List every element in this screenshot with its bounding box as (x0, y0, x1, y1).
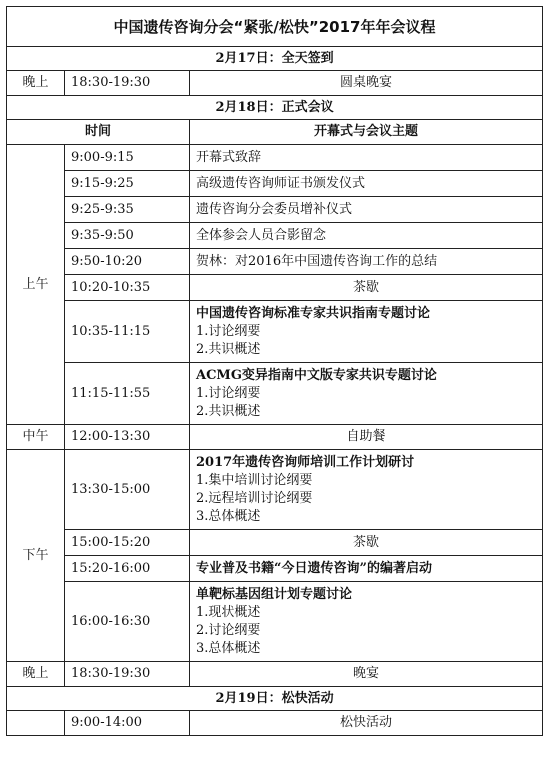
session-item: 2.共识概述 (196, 341, 261, 357)
day-header-row (7, 47, 543, 71)
schedule-row (7, 363, 543, 425)
time-cell: 15:00-15:20 (65, 530, 190, 556)
period-label: 晚上 (7, 662, 65, 687)
event-cell: 茶歇 (190, 530, 543, 556)
session-title: 2017年遗传咨询师培训工作计划研讨 (196, 454, 415, 470)
session-item: 1.现状概述 (196, 604, 261, 620)
event-cell: 松快活动 (190, 711, 543, 736)
schedule-row (7, 662, 543, 687)
time-cell: 13:30-15:00 (65, 450, 190, 530)
schedule-row (7, 275, 543, 301)
time-cell: 9:25-9:35 (65, 197, 190, 223)
time-cell: 9:15-9:25 (65, 171, 190, 197)
event-cell (190, 363, 543, 425)
time-cell: 10:20-10:35 (65, 275, 190, 301)
event-cell (190, 450, 543, 530)
session-item: 2.讨论纲要 (196, 622, 261, 638)
event-cell: 茶歇 (190, 275, 543, 301)
day1-header: 2月17日：全天签到 (7, 47, 543, 71)
event-cell (190, 582, 543, 662)
session-item: 3.总体概述 (196, 508, 261, 524)
session-item: 2.远程培训讨论纲要 (196, 490, 313, 506)
period-label: 下午 (7, 450, 65, 662)
session-item: 1.集中培训讨论纲要 (196, 472, 313, 488)
schedule-row (7, 530, 543, 556)
day-header-row (7, 687, 543, 711)
session-item: 1.讨论纲要 (196, 323, 261, 339)
time-cell: 11:15-11:55 (65, 363, 190, 425)
event-cell: 开幕式致辞 (190, 145, 543, 171)
time-cell: 16:00-16:30 (65, 582, 190, 662)
session-item: 1.讨论纲要 (196, 385, 261, 401)
event-cell (190, 301, 543, 363)
schedule-row (7, 425, 543, 450)
document-title: 中国遗传咨询分会“紧张/松快”2017年年会议程 (7, 7, 543, 47)
schedule-row (7, 71, 543, 96)
time-cell: 9:35-9:50 (65, 223, 190, 249)
schedule-row (7, 301, 543, 363)
time-cell: 15:20-16:00 (65, 556, 190, 582)
column-header-row (7, 120, 543, 145)
event-cell: 全体参会人员合影留念 (190, 223, 543, 249)
event-cell: 贺林：对2016年中国遗传咨询工作的总结 (190, 249, 543, 275)
event-cell: 晚宴 (190, 662, 543, 687)
title-row (7, 7, 543, 47)
period-label-empty (7, 711, 65, 736)
session-item: 2.共识概述 (196, 403, 261, 419)
session-title: 中国遗传咨询标准专家共识指南专题讨论 (196, 305, 431, 321)
time-cell: 9:00-14:00 (65, 711, 190, 736)
schedule-row (7, 223, 543, 249)
period-label: 中午 (7, 425, 65, 450)
schedule-row (7, 450, 543, 530)
period-label: 晚上 (7, 71, 65, 96)
schedule-row (7, 197, 543, 223)
column-header-topic: 开幕式与会议主题 (190, 120, 543, 145)
session-item: 3.总体概述 (196, 640, 261, 656)
time-cell: 9:00-9:15 (65, 145, 190, 171)
session-title: ACMG变异指南中文版专家共识专题讨论 (196, 367, 437, 383)
event-cell: 遗传咨询分会委员增补仪式 (190, 197, 543, 223)
event-cell: 自助餐 (190, 425, 543, 450)
time-cell: 18:30-19:30 (65, 662, 190, 687)
schedule-row (7, 145, 543, 171)
schedule-row (7, 711, 543, 736)
day2-header: 2月18日：正式会议 (7, 96, 543, 120)
day3-header: 2月19日：松快活动 (7, 687, 543, 711)
schedule-row (7, 171, 543, 197)
session-title: 单靶标基因组计划专题讨论 (196, 586, 353, 602)
schedule-row (7, 582, 543, 662)
schedule-row (7, 556, 543, 582)
agenda-table (6, 6, 543, 736)
event-cell: 高级遗传咨询师证书颁发仪式 (190, 171, 543, 197)
period-label: 上午 (7, 145, 65, 425)
day-header-row (7, 96, 543, 120)
time-cell: 9:50-10:20 (65, 249, 190, 275)
event-cell: 圆桌晚宴 (190, 71, 543, 96)
time-cell: 12:00-13:30 (65, 425, 190, 450)
event-cell: 专业普及书籍“今日遗传咨询”的编著启动 (190, 556, 543, 582)
column-header-time: 时间 (7, 120, 190, 145)
time-cell: 10:35-11:15 (65, 301, 190, 363)
schedule-row (7, 249, 543, 275)
time-cell: 18:30-19:30 (65, 71, 190, 96)
